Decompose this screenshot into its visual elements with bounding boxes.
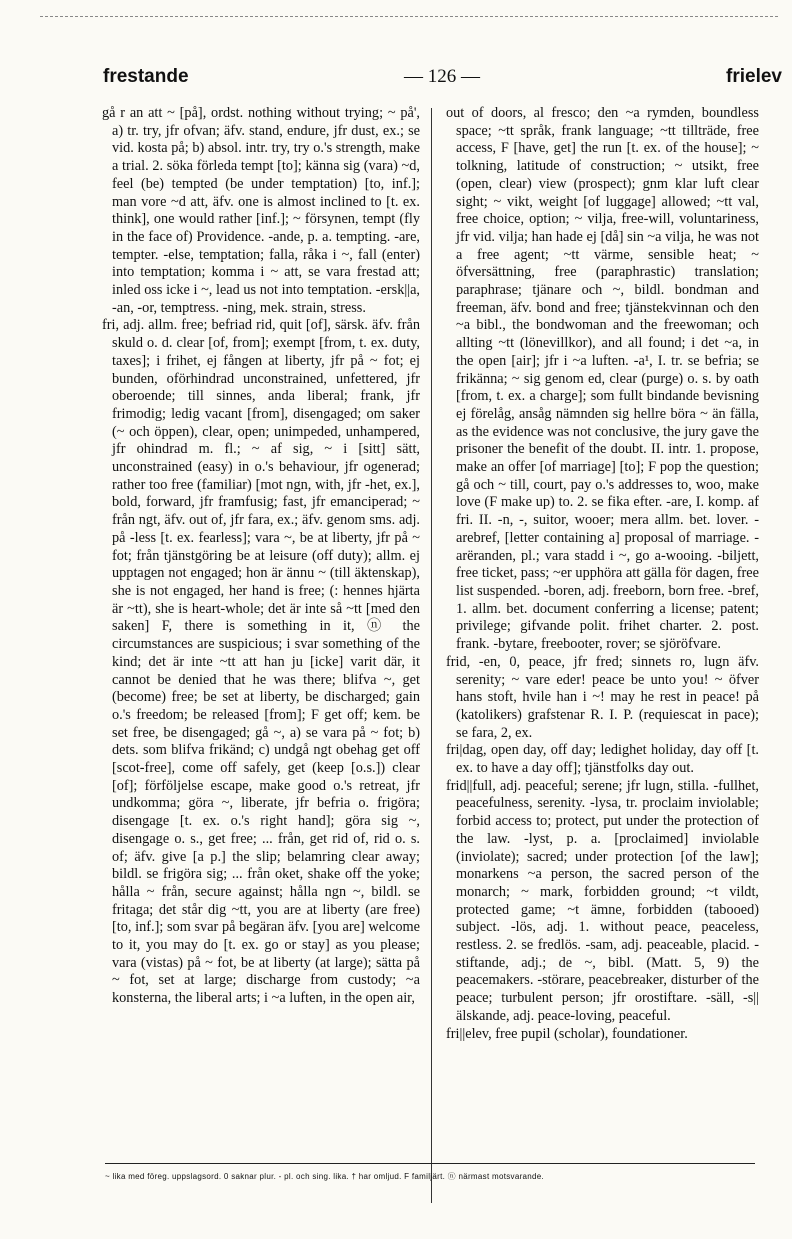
footer-rule [105, 1163, 755, 1164]
dictionary-entry: out of doors, al fresco; den ~a rymden, boundless space; ~tt språk, frank language; ~tt tillträde, free access, F [have, get] the run [t. ex. of the house]; ~ tolkning, latitude of construction; ~ utsikt, free (open, clear) view (prospect); gnm klar luft clear sight; ~ vikt, weight [of luggage] allowed; ~tt val, free choice, option; ~ vilja, free-will, voluntariness, jfr vid. vilja; han hade ej [då] sin ~a vilja, he was not a free agent; ~tt värme, sensible heat; ~ öfversättning, free (paraphrastic) translation; paraphrase; tjänare och ~, bildl. bondman and freeman, äfv. bond and free; tjänstekvinnan och den ~a bibl., the bondwoman and the freewoman; och allting ~tt (lönevillkor), and all found; i det ~a, in the open [air]; jfr i ~a luften. -a¹, I. tr. se befria; se frikänna; ~ sig genom ed, clear (purge) o. s. by oath [from, t. ex. a charge]; som fullt bindande bevisning ej förelåg, ansåg nämnden sig hellre böra ~ än fälla, as the evidence was not conclusive, the jury gave the prisoner the benefit of the doubt. II. intr. 1. propose, make an offer [of marriage] [to]; F pop the question; gå och ~ till, court, pay o.'s addresses to, woo, make love (F make up) to. 2. se fika efter. -are, I. komp. af fri. II. -n, -, suitor, wooer; mera allm. bet. lover. -arebref, [letter containing a] proposal of marriage. -arëranden, pl.; vara stadd i ~, go a-wooing. -biljett, free ticket, pass; ~er upphöra att gälla för dagen, free list suspended. -boren, adj. freeborn, born free. -bref, 1. allm. bet. document conferring a license; patent; privilege; gifvande polit. frihet charter. 2. post. frank. -bytare, freebooter, rover; se sjöröfvare. [446, 105, 759, 653]
dictionary-entry: fri||elev, free pupil (scholar), foundationer. [446, 1025, 688, 1042]
left-column [102, 105, 420, 1008]
page-header [103, 66, 782, 92]
dictionary-entry: fri|dag, open day, off day; ledighet holiday, day off [t. ex. to have a day off]; tjänstfolks day out. [446, 742, 759, 777]
abbreviation-legend: ~ lika med föreg. uppslagsord. 0 saknar plur. - pl. och sing. lika. † har omljud. F familjärt. ⓝ närmast motsvarande. [105, 1172, 545, 1181]
left-guide-word: frestande [103, 66, 189, 87]
right-column [446, 105, 759, 1043]
dictionary-entry: frid, -en, 0, peace, jfr fred; sinnets ro, lugn äfv. serenity; ~ vare eder! peace be unto you! ~ öfver hans stoft, hvile han i ~! may he rest in peace! på (katolikers) grafstenar R. I. P. (requiescat in pace); se fara, 2, ex. [446, 653, 759, 741]
page-number: — 126 — [404, 66, 480, 87]
dictionary-entry: frid||full, adj. peaceful; serene; jfr lugn, stilla. -fullhet, peacefulness, serenity. -lysa, tr. proclaim inviolable; forbid access to; protect, put under the protection of the law. -lyst, p. a. [proclaimed] inviolable (inviolate); sacred; under protection [of the law]; monarkens ~a person, the sacred person of the monarch; ~ mark, forbidden ground; ~t vildt, protected game; ~t ämne, forbidden (tabooed) subject. -lös, adj. 1. without peace, peaceless, restless. 2. se fredlös. -sam, adj. peaceable, placid. -stiftande, adj.; de ~, bibl. (Matt. 5, 9) the peacemakers. -störare, peacebreaker, disturber of the peace; turbulent person; jfr orostiftare. -säll, -s||älskande, adj. peace-loving, peaceful. [446, 777, 759, 1024]
dictionary-entry: gå r an att ~ [på], ordst. nothing without trying; ~ på', a) tr. try, jfr ofvan; äfv. stand, endure, jfr dust, ex.; se vid. kosta på; b) absol. intr. try, try o.'s strength, make a trial. 2. söka förleda tempt [to]; känna sig (vara) ~d, feel (be) tempted (be under temptation) [to, inf.]; man vore ~d att, äfv. one is almost inclined to [t. ex. think], one would rather [inf.]; ~ försynen, tempt (fly in the face of) Providence. -ande, p. a. tempting. -are, tempter. -else, temptation; falla, råka i ~, fall (enter) into temptation; komma i ~ att, se vara frestad att; inled oss icke i ~, lead us not into temptation. -ersk||a, -an, -or, temptress. -ning, mek. strain, stress. [102, 105, 420, 316]
column-divider [431, 108, 432, 1203]
dictionary-entry: fri, adj. allm. free; befriad rid, quit [of], särsk. äfv. från skuld o. d. clear [of, from]; exempt [from, t. ex. duty, taxes]; i frihet, ej fången at liberty, jfr på ~ fot; ej bunden, oförhindrad unconstrained, unfettered, jfr oberoende; till sinnes, anda liberal; frank, jfr frimodig; ledig vacant [from], disengaged; om saker (~ och öppen), clear, open; unimpeded, unhampered, jfr ohindrad m. fl.; ~ af sig, ~ i [sitt] sätt, unconstrained (easy) in o.'s behaviour, jfr ogenerad; rather too free (familiar) [mot ngn, with, jfr -het, ex.], bold, forward, jfr framfusig; fast, jfr emanciperad; ~ från ngt, äfv. out of, jfr fara, ex.; äfv. genom sms. adj. på -less [t. ex. fearless]; vara ~, be at liberty, jfr på ~ fot; från tjänstgöring be at leisure (off duty); allm. ej upptagen not engaged; hon är ännu ~ (till äktenskap), she is not engaged, her hand is free; (: hennes hjärta är ~tt), she is heart-whole; det är inte så ~tt [med den saken] F, there is something in it, ⓝ the circumstances are suspicious; i svar something of the kind; det är inte ~tt att han ju [icke] varit där, it cannot be denied that he was there; blifva ~, get (become) free; be set at liberty, be discharged; gain o.'s freedom; be released [from]; F get off; kem. be set free, be disengaged; gå ~, a) se vara på ~ fot; b) dets. som blifva frikänd; c) undgå ngt obehag get off [scot-free], come off safely, get (keep [o.s.]) clear [of]; förföljelse escape, make good o.'s retreat, jfr undkomma; göra ~, liberate, jfr befria o. frigöra; disengage [t. ex. o.'s right hand]; göra sig ~, disengage o. s., get free; ... från, get rid of, rid o. s. of; äfv. give [a p.] the slip; belamring clear away; bildl. se frigöra sig; ... från oket, shake off the yoke; hålla ~ från, secure against; hålla ngn ~, bildl. se fritaga; det står dig ~tt, you are at liberty (are free) [to, inf.]; som svar på begäran äfv. [you are] welcome to it, you may do [t. ex. go or stay] as you please; vara (vistas) på ~ fot, be at liberty (at large); sätta på ~ fot, set at large; discharge from custody; ~a konsterna, the liberal arts; i ~a luften, in the open air, [102, 317, 420, 1007]
top-edge-rule [40, 16, 778, 17]
right-guide-word: frielev [726, 66, 782, 87]
